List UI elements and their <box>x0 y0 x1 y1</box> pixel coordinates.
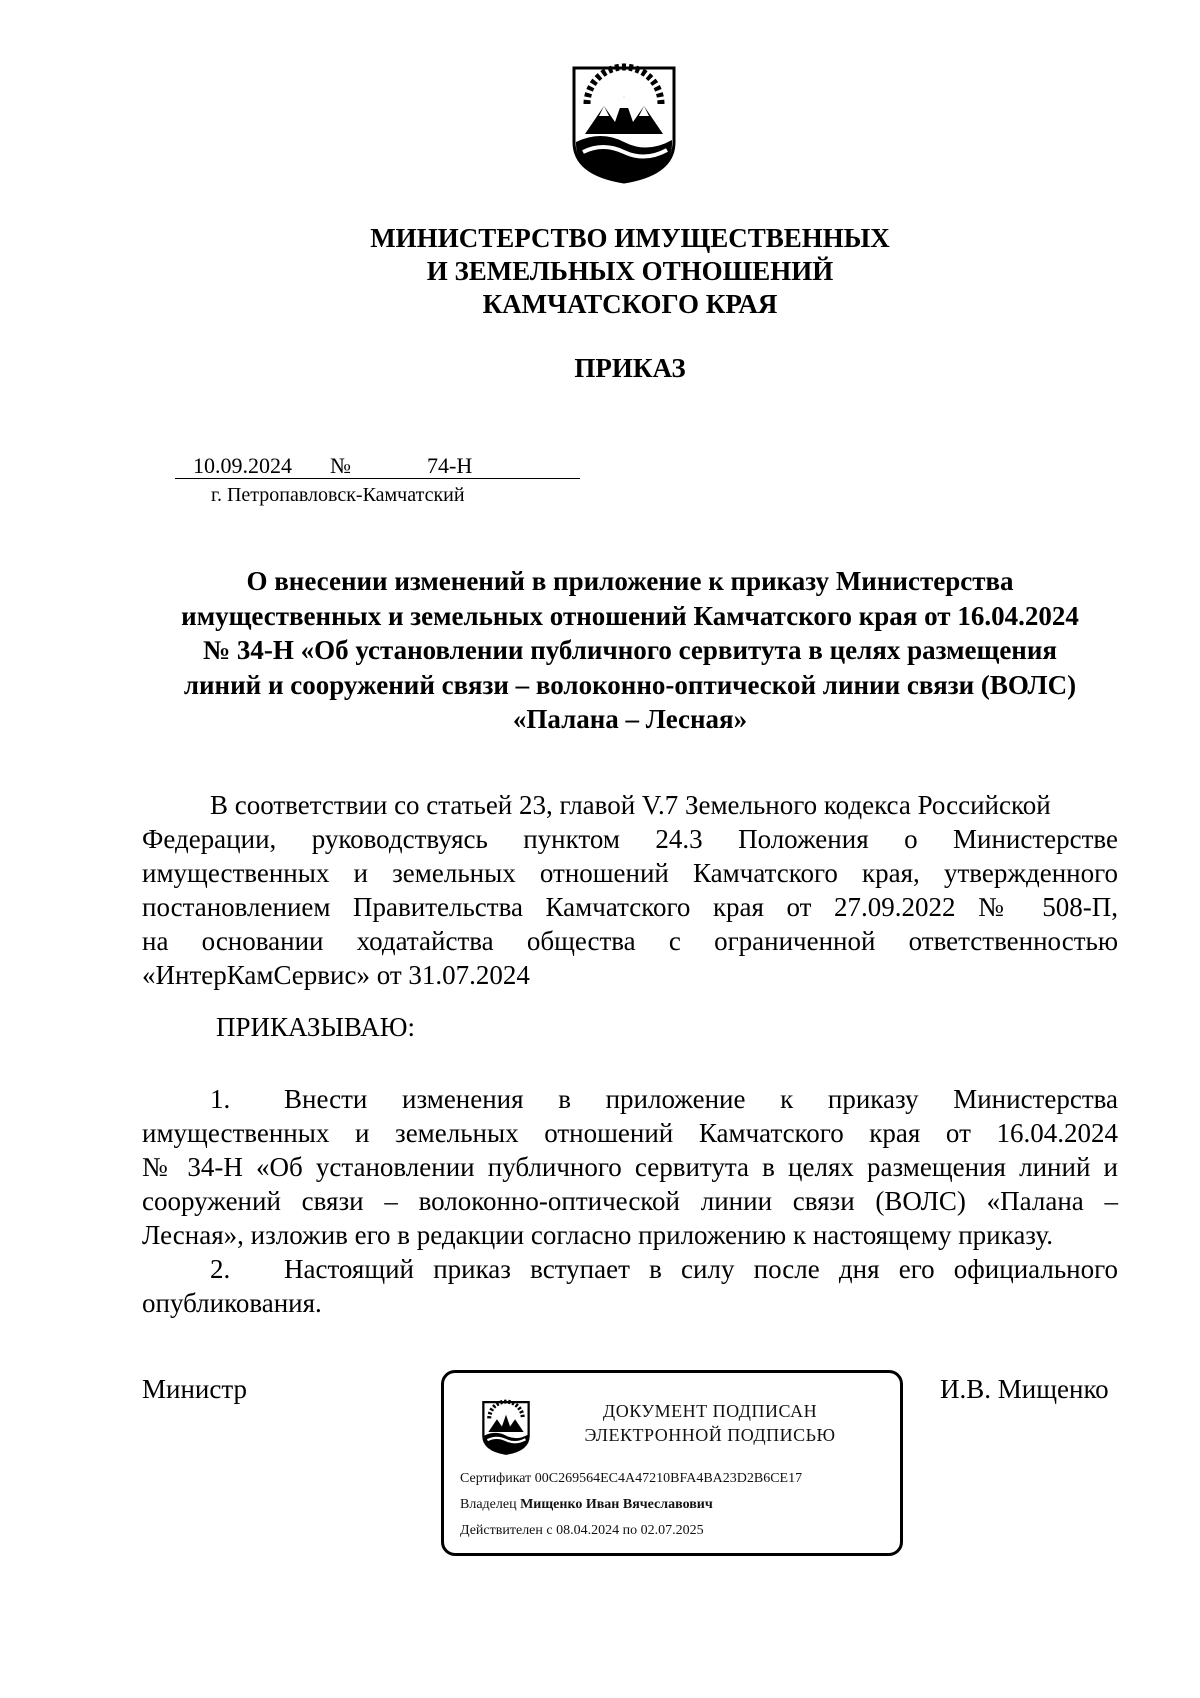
ministry-name-line: КАМЧАТСКОГО КРАЯ <box>482 289 778 319</box>
item-first-line <box>142 1252 1118 1286</box>
stamp-title: ЭЛЕКТРОННОЙ ПОДПИСЬЮ <box>584 1425 836 1445</box>
preamble-line: «ИнтерКамСервис» от 31.07.2024 <box>142 960 530 990</box>
preamble-line: имущественных и земельных отношений Камчатского края, утвержденного <box>142 858 1118 888</box>
preamble-line: В соответствии со статьей 23, главой V.7 Земельного кодекса Российской <box>210 790 1051 820</box>
certificate-value: 00C269564EC4A47210BFA4BA23D2B6CE17 <box>534 1471 803 1486</box>
order-date: 10.09.2024 <box>193 453 292 478</box>
document-type: ПРИКАЗ <box>574 353 686 383</box>
owner-value: Мищенко Иван Вячеславович <box>520 1497 713 1512</box>
ministry-name <box>0 222 1200 321</box>
number-sign: № <box>330 453 351 478</box>
decree-word: ПРИКАЗЫВАЮ: <box>216 1012 415 1042</box>
preamble-line: постановлением Правительства Камчатского края от 27.09.2022 № 508-П, <box>142 892 1118 922</box>
signer-role: Министр <box>142 1374 247 1404</box>
subject-line: «Палана – Лесная» <box>512 704 748 734</box>
valid-label: Действителен с <box>460 1523 553 1538</box>
stamp-owner <box>460 1497 713 1513</box>
certificate-label: Сертификат <box>460 1471 532 1486</box>
subject-line: № 34-Н «Об установлении публичного сервитута в целях размещения <box>202 635 1058 665</box>
ministry-name-line: МИНИСТЕРСТВО ИМУЩЕСТВЕННЫХ <box>370 223 890 253</box>
stamp-coat-of-arms-icon <box>482 1399 530 1455</box>
kamchatka-coat-of-arms-icon <box>571 62 677 184</box>
owner-label: Владелец <box>460 1497 517 1512</box>
item-first-line <box>142 1082 1118 1116</box>
valid-from: 08.04.2024 <box>556 1523 620 1538</box>
ministry-name-line: И ЗЕМЕЛЬНЫХ ОТНОШЕНИЙ <box>426 256 834 286</box>
subject-line: линий и сооружений связи – волоконно-оптической линии связи (ВОЛС) <box>183 669 1077 700</box>
order-items <box>142 1082 1118 1320</box>
item-line: имущественных и земельных отношений Камчатского края от 16.04.2024 <box>142 1118 1118 1148</box>
preamble-paragraph <box>142 788 1118 992</box>
order-subject <box>142 564 1118 737</box>
issue-city: г. Петропавловск-Камчатский <box>211 484 465 506</box>
item-line: сооружений связи – волоконно-оптической линии связи (ВОЛС) «Палана – <box>142 1186 1118 1216</box>
item-text: Внести изменения в приложение к приказу Министерства <box>284 1084 1118 1114</box>
order-number: 74-Н <box>427 453 473 478</box>
item-line: Лесная», изложив его в редакции согласно приложению к настоящему приказу. <box>142 1220 1053 1250</box>
item-number: 1. <box>210 1084 231 1114</box>
item-line: опубликования. <box>142 1288 322 1318</box>
valid-to: 02.07.2025 <box>640 1523 704 1538</box>
electronic-signature-stamp <box>441 1370 903 1556</box>
valid-to-label: по <box>622 1523 638 1538</box>
preamble-line: на основании ходатайства общества с ограниченной ответственностью <box>142 926 1118 956</box>
registration-underline <box>175 478 580 479</box>
stamp-certificate <box>460 1471 802 1487</box>
subject-line: О внесении изменений в приложение к приказу Министерства <box>246 566 1014 596</box>
subject-line: имущественных и земельных отношений Камчатского края от 16.04.2024 <box>181 600 1079 631</box>
item-line: № 34-Н «Об установлении публичного сервитута в целях размещения линий и <box>142 1152 1118 1182</box>
item-text: Настоящий приказ вступает в силу после дня его официального <box>284 1254 1118 1284</box>
stamp-title: ДОКУМЕНТ ПОДПИСАН <box>602 1401 818 1421</box>
preamble-line: Федерации, руководствуясь пунктом 24.3 Положения о Министерстве <box>142 824 1118 854</box>
signer-name: И.В. Мищенко <box>940 1374 1109 1404</box>
stamp-validity <box>460 1523 704 1539</box>
item-number: 2. <box>210 1254 231 1284</box>
